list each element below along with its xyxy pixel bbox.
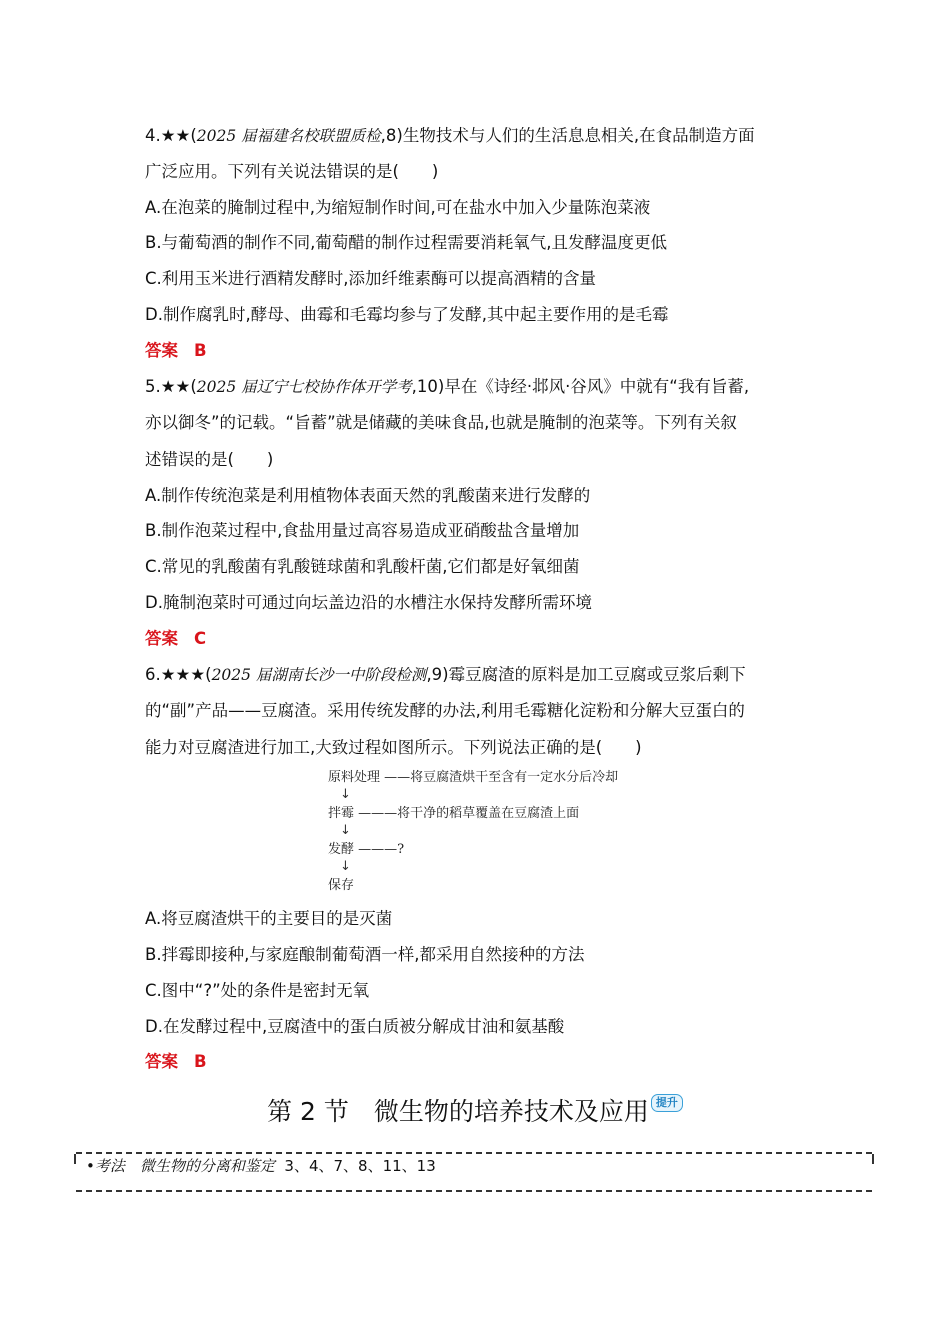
q5-option-c: C.常见的乳酸菌有乳酸链球菌和乳酸杆菌,它们都是好氧细菌 bbox=[145, 557, 580, 576]
flow-arrow-2: ↓ bbox=[340, 823, 351, 838]
q5-stem-line3: 述错误的是( ) bbox=[145, 450, 274, 469]
flow-step-2: 拌霉 ———将干净的稻草覆盖在豆腐渣上面 bbox=[328, 806, 580, 821]
flow-step-4: 保存 bbox=[328, 878, 355, 893]
q6-answer: 答案 B bbox=[145, 1052, 207, 1071]
q4-answer: 答案 B bbox=[145, 341, 207, 360]
q6-option-a: A.将豆腐渣烘干的主要目的是灭菌 bbox=[145, 909, 393, 928]
q4-option-b: B.与葡萄酒的制作不同,葡萄醋的制作过程需要消耗氧气,且发酵温度更低 bbox=[145, 233, 668, 252]
q4-option-a: A.在泡菜的腌制过程中,为缩短制作时间,可在盐水中加入少量陈泡菜液 bbox=[145, 198, 651, 217]
q4-option-d: D.制作腐乳时,酵母、曲霉和毛霉均参与了发酵,其中起主要作用的是毛霉 bbox=[145, 305, 669, 324]
q4-stem-line2: 广泛应用。下列有关说法错误的是( ) bbox=[145, 162, 439, 181]
q6-option-c: C.图中“?”处的条件是密封无氧 bbox=[145, 981, 370, 1000]
kaofa-text bbox=[86, 1156, 436, 1176]
level-badge: 提升 bbox=[651, 1094, 683, 1112]
q5-option-d: D.腌制泡菜时可通过向坛盖边沿的水槽注水保持发酵所需环境 bbox=[145, 593, 592, 612]
q5-stem-line2: 亦以御冬”的记载。“旨蓄”就是储藏的美味食品,也就是腌制的泡菜等。下列有关叙 bbox=[145, 413, 737, 432]
flow-arrow-1: ↓ bbox=[340, 787, 351, 802]
q4-option-c: C.利用玉米进行酒精发酵时,添加纤维素酶可以提高酒精的含量 bbox=[145, 269, 597, 288]
q5-answer: 答案 C bbox=[145, 629, 207, 648]
q6-option-b: B.拌霉即接种,与家庭酿制葡萄酒一样,都采用自然接种的方法 bbox=[145, 945, 585, 964]
q5-source: 2025 届辽宁七校协作体开学考 bbox=[196, 378, 412, 396]
flow-step-3: 发酵 ———? bbox=[328, 842, 405, 857]
q5-option-a: A.制作传统泡菜是利用植物体表面天然的乳酸菌来进行发酵的 bbox=[145, 486, 591, 505]
flow-step-1: 原料处理 ——将豆腐渣烘干至含有一定水分后冷却 bbox=[328, 770, 619, 785]
flow-arrow-3: ↓ bbox=[340, 859, 351, 874]
q6-source: 2025 届湖南长沙一中阶段检测 bbox=[211, 666, 427, 684]
q5-option-b: B.制作泡菜过程中,食盐用量过高容易造成亚硝酸盐含量增加 bbox=[145, 521, 580, 540]
section-title: 第 2 节 微生物的培养技术及应用 提升 bbox=[0, 1094, 950, 1129]
q6-option-d: D.在发酵过程中,豆腐渣中的蛋白质被分解成甘油和氨基酸 bbox=[145, 1017, 565, 1036]
q5-stem-line1: 5.★★(2025 届辽宁七校协作体开学考,10)早在《诗经·邶风·谷风》中就有“我有旨蓄, bbox=[145, 377, 750, 396]
kaofa-bullet: • bbox=[86, 1157, 95, 1175]
kaofa-items: 3、4、7、8、11、13 bbox=[284, 1157, 436, 1175]
q4-stem-line1: 4.★★(2025 届福建名校联盟质检,8)生物技术与人们的生活息息相关,在食品制造方面 bbox=[145, 126, 755, 145]
kaofa-label: 考法 微生物的分离和鉴定 bbox=[94, 1157, 275, 1175]
q6-stem-line1: 6.★★★(2025 届湖南长沙一中阶段检测,9)霉豆腐渣的原料是加工豆腐或豆浆后剩下 bbox=[145, 665, 746, 684]
q6-stem-line3: 能力对豆腐渣进行加工,大致过程如图所示。下列说法正确的是( ) bbox=[145, 738, 642, 757]
q6-stem-line2: 的“副”产品——豆腐渣。采用传统发酵的办法,利用毛霉糖化淀粉和分解大豆蛋白的 bbox=[145, 701, 745, 720]
q4-source: 2025 届福建名校联盟质检 bbox=[196, 127, 381, 145]
